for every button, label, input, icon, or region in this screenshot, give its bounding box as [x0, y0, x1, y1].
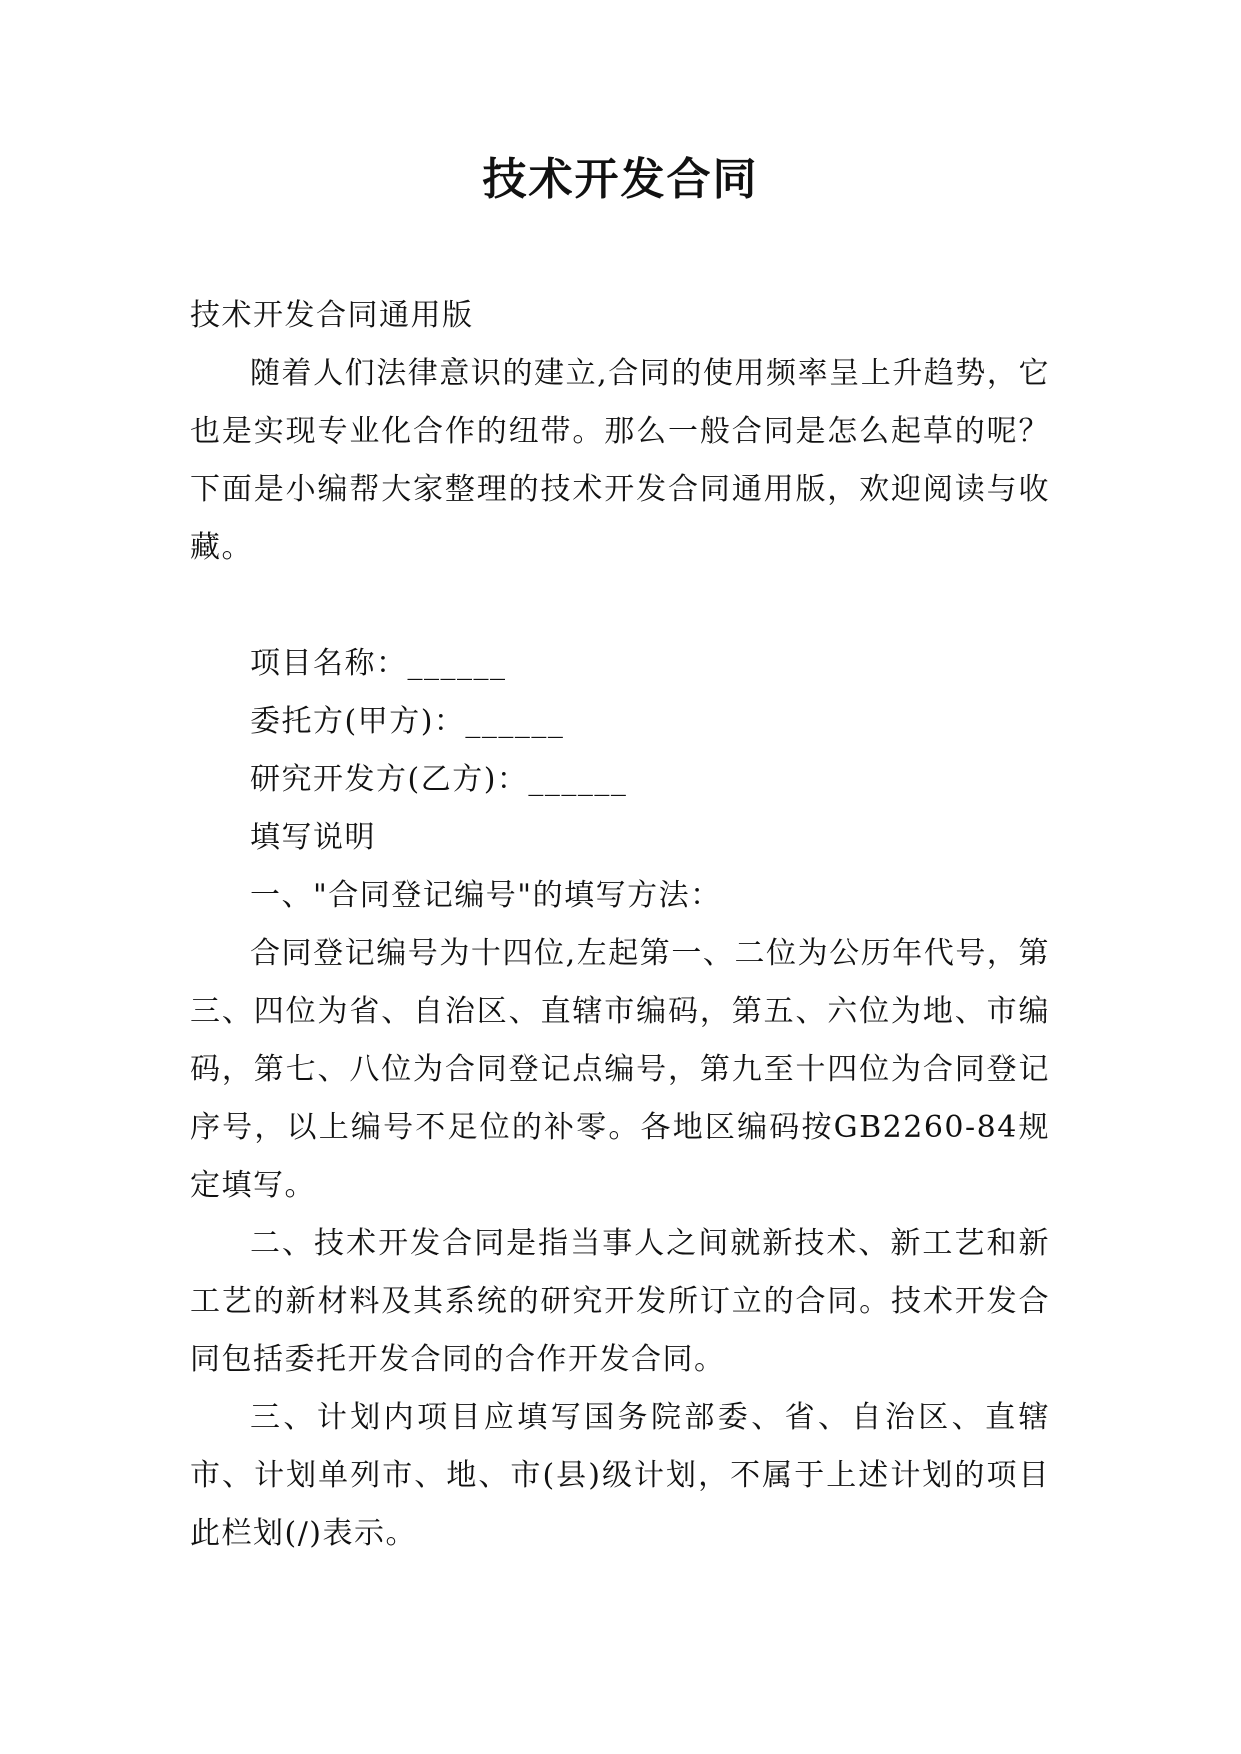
paragraph-spacer: [190, 577, 1050, 635]
field-client: 委托方(甲方)：______: [250, 704, 565, 739]
document-title: 技术开发合同: [482, 154, 759, 205]
instruction-item-1-heading: 一、"合同登记编号"的填写方法：: [250, 878, 722, 913]
field-project-name: 项目名称：______: [250, 646, 507, 681]
document-body: [190, 287, 1050, 1563]
field-developer: 研究开发方(乙方)：______: [250, 762, 628, 797]
instruction-item-1-body: 合同登记编号为十四位,左起第一、二位为公历年代号，第三、四位为省、自治区、直辖市编码，第五、六位为地、市编码，第七、八位为合同登记点编号，第九至十四位为合同登记序号，以上编号不足位的补零。各地区编码按GB2260-84规定填写。: [190, 936, 1050, 1203]
document-subtitle: 技术开发合同通用版: [190, 298, 474, 333]
instruction-item-3: 三、计划内项目应填写国务院部委、省、自治区、直辖市、计划单列市、地、市(县)级计划，不属于上述计划的项目此栏划(/)表示。: [190, 1400, 1050, 1551]
intro-paragraph: 随着人们法律意识的建立,合同的使用频率呈上升趋势，它也是实现专业化合作的纽带。那么一般合同是怎么起草的呢？下面是小编帮大家整理的技术开发合同通用版，欢迎阅读与收藏。: [190, 356, 1050, 565]
instructions-heading: 填写说明: [250, 820, 376, 855]
instruction-item-2: 二、技术开发合同是指当事人之间就新技术、新工艺和新工艺的新材料及其系统的研究开发所订立的合同。技术开发合同包括委托开发合同的合作开发合同。: [190, 1226, 1050, 1377]
